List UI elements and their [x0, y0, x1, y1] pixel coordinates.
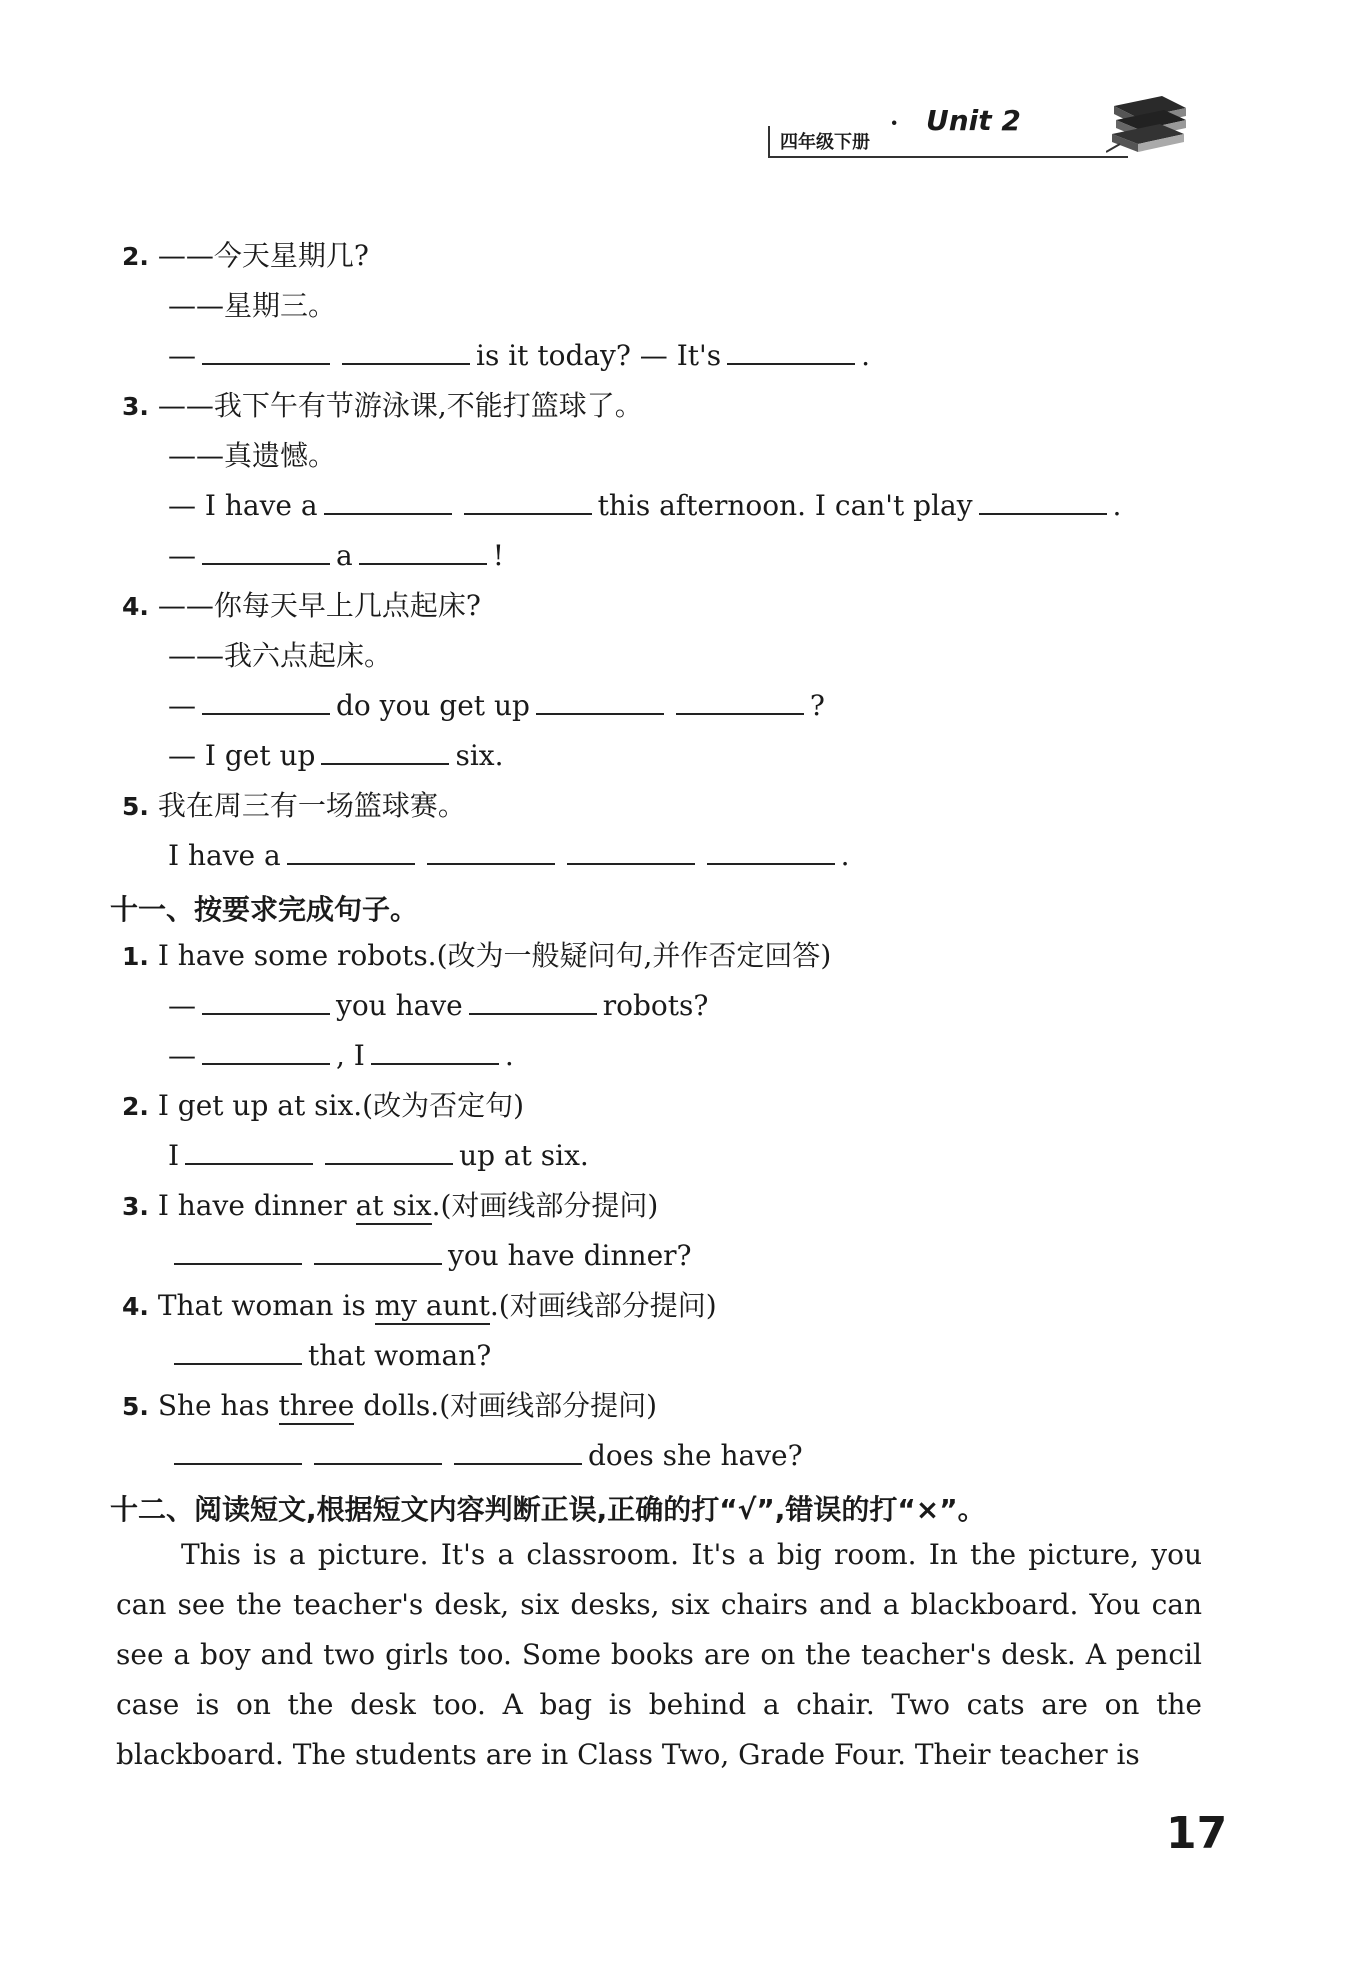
answer-blank[interactable] [185, 1137, 313, 1165]
q5-cn1 [122, 786, 466, 827]
q4-en1 [168, 686, 825, 726]
s11-item3-answer [168, 1236, 692, 1276]
header-rule [768, 156, 1128, 158]
underlined-phrase: three [279, 1389, 355, 1425]
answer-blank[interactable] [324, 487, 452, 515]
answer-blank[interactable] [979, 487, 1107, 515]
answer-blank[interactable] [707, 837, 835, 865]
item-sentence: That woman is [157, 1289, 366, 1322]
item-sentence: She has [157, 1389, 270, 1422]
answer-blank[interactable] [202, 337, 330, 365]
item-instruction: (对画线部分提问) [439, 1389, 658, 1422]
prompt-text: does she have? [588, 1439, 803, 1472]
q2-cn2: ——星期三。 [168, 289, 337, 322]
header-dot: · [890, 108, 899, 137]
dash: — [168, 539, 196, 572]
prompt-text: robots? [602, 989, 709, 1022]
answer-blank[interactable] [727, 337, 855, 365]
prompt-text: — I have a [168, 489, 318, 522]
dash: — [168, 1039, 196, 1072]
grade-label: 四年级下册 [780, 132, 870, 153]
answer-blank[interactable] [342, 337, 470, 365]
prompt-text: you have dinner? [448, 1239, 692, 1272]
prompt-text: I have a [168, 839, 281, 872]
item-sentence: I get up at six. [157, 1089, 363, 1122]
punct: . [1112, 489, 1122, 522]
section-11-title: 十一、按要求完成句子。 [110, 893, 419, 926]
prompt-text: that woman? [308, 1339, 492, 1372]
page-number: 17 [1166, 1808, 1228, 1859]
s11-item1 [122, 936, 831, 977]
prompt-text: up at six. [459, 1139, 589, 1172]
dash: — [168, 989, 196, 1022]
answer-blank[interactable] [567, 837, 695, 865]
answer-blank[interactable] [314, 1437, 442, 1465]
prompt-text: — I get up [168, 739, 316, 772]
answer-blank[interactable] [314, 1237, 442, 1265]
prompt-text: do you get up [336, 689, 530, 722]
item-number: 2. [122, 1092, 149, 1121]
answer-blank[interactable] [325, 1137, 453, 1165]
punct: . [489, 1289, 499, 1322]
prompt-text: this afternoon. I can't play [597, 489, 973, 522]
q3-en2 [168, 536, 504, 576]
q4-cn2: ——我六点起床。 [168, 639, 393, 672]
item-sentence: I have some robots. [157, 939, 437, 972]
punct: . [861, 339, 870, 372]
answer-blank[interactable] [536, 687, 664, 715]
underlined-phrase: my aunt [375, 1289, 490, 1325]
section-12-title: 十二、阅读短文,根据短文内容判断正误,正确的打“√”,错误的打“×”。 [110, 1493, 986, 1526]
answer-blank[interactable] [469, 987, 597, 1015]
prompt-text: six. [455, 739, 504, 772]
punct: . [504, 1039, 514, 1072]
s11-item1-answer2 [168, 1036, 514, 1076]
dash: — [168, 339, 196, 372]
q5-en1 [168, 836, 850, 876]
prompt-text: is it today? — It's [476, 339, 722, 372]
s11-item3 [122, 1186, 658, 1227]
answer-blank[interactable] [202, 1037, 330, 1065]
q3-en1 [168, 486, 1121, 526]
header-rule-left [768, 126, 770, 158]
item-sentence: I have dinner [157, 1189, 347, 1222]
prompt-text: you have [336, 989, 463, 1022]
prompt-text: , I [336, 1039, 365, 1072]
s11-item2 [122, 1086, 524, 1127]
punct: . [431, 1189, 441, 1222]
item-sentence-end: dolls. [363, 1389, 440, 1422]
prompt-text: I [168, 1139, 180, 1172]
q5-number: 5. [122, 792, 149, 821]
q2-cn-question: ——今天星期几? [157, 239, 369, 272]
answer-blank[interactable] [174, 1237, 302, 1265]
q3-cn1 [122, 386, 643, 427]
answer-blank[interactable] [359, 537, 487, 565]
item-number: 4. [122, 1292, 149, 1321]
page-header [768, 100, 1188, 162]
answer-blank[interactable] [321, 737, 449, 765]
books-icon [1106, 92, 1190, 158]
answer-blank[interactable] [202, 687, 330, 715]
item-instruction: (改为否定句) [362, 1089, 524, 1122]
s11-item5 [122, 1386, 657, 1427]
answer-blank[interactable] [174, 1437, 302, 1465]
q2-cn1 [122, 236, 369, 277]
answer-blank[interactable] [454, 1437, 582, 1465]
q3-cn2: ——真遗憾。 [168, 439, 337, 472]
prompt-text: a [336, 539, 353, 572]
s11-item4 [122, 1286, 717, 1327]
q4-cn1 [122, 586, 481, 627]
s11-item2-answer [168, 1136, 589, 1176]
s11-item5-answer [168, 1436, 803, 1476]
answer-blank[interactable] [371, 1037, 499, 1065]
punct: ! [492, 539, 504, 572]
item-number: 5. [122, 1392, 149, 1421]
answer-blank[interactable] [676, 687, 804, 715]
q4-cn-question: ——你每天早上几点起床? [157, 589, 481, 622]
answer-blank[interactable] [202, 987, 330, 1015]
item-number: 3. [122, 1192, 149, 1221]
q3-number: 3. [122, 392, 149, 421]
item-instruction: (改为一般疑问句,并作否定回答) [436, 939, 832, 972]
s11-item1-answer1 [168, 986, 708, 1026]
answer-blank[interactable] [202, 537, 330, 565]
answer-blank[interactable] [427, 837, 555, 865]
unit-label: Unit 2 [926, 104, 1021, 137]
punct: . [840, 839, 850, 872]
reading-passage: This is a picture. It's a classroom. It's a big room. In the picture, you can see the teacher's desk, six desks, six chairs and a blackboard. You can see a boy and two girls too. Some books are on the teacher's desk. A pencil case is on the desk too. A bag is behind a chair. Two cats are on the blackboard. The students are in Class Two, Grade Four. Their teacher is [116, 1538, 1202, 1771]
q4-number: 4. [122, 592, 149, 621]
underlined-phrase: at six [356, 1189, 432, 1225]
answer-blank[interactable] [287, 837, 415, 865]
item-instruction: (对画线部分提问) [440, 1189, 659, 1222]
q2-number: 2. [122, 242, 149, 271]
s11-item4-answer [168, 1336, 491, 1376]
q3-cn-question: ——我下午有节游泳课,不能打篮球了。 [157, 389, 643, 422]
item-instruction: (对画线部分提问) [498, 1289, 717, 1322]
q4-en2 [168, 736, 503, 776]
q2-en1 [168, 336, 870, 376]
answer-blank[interactable] [464, 487, 592, 515]
item-number: 1. [122, 942, 149, 971]
dash: — [168, 689, 196, 722]
punct: ? [809, 689, 825, 722]
q5-cn-question: 我在周三有一场篮球赛。 [157, 789, 466, 822]
answer-blank[interactable] [174, 1337, 302, 1365]
